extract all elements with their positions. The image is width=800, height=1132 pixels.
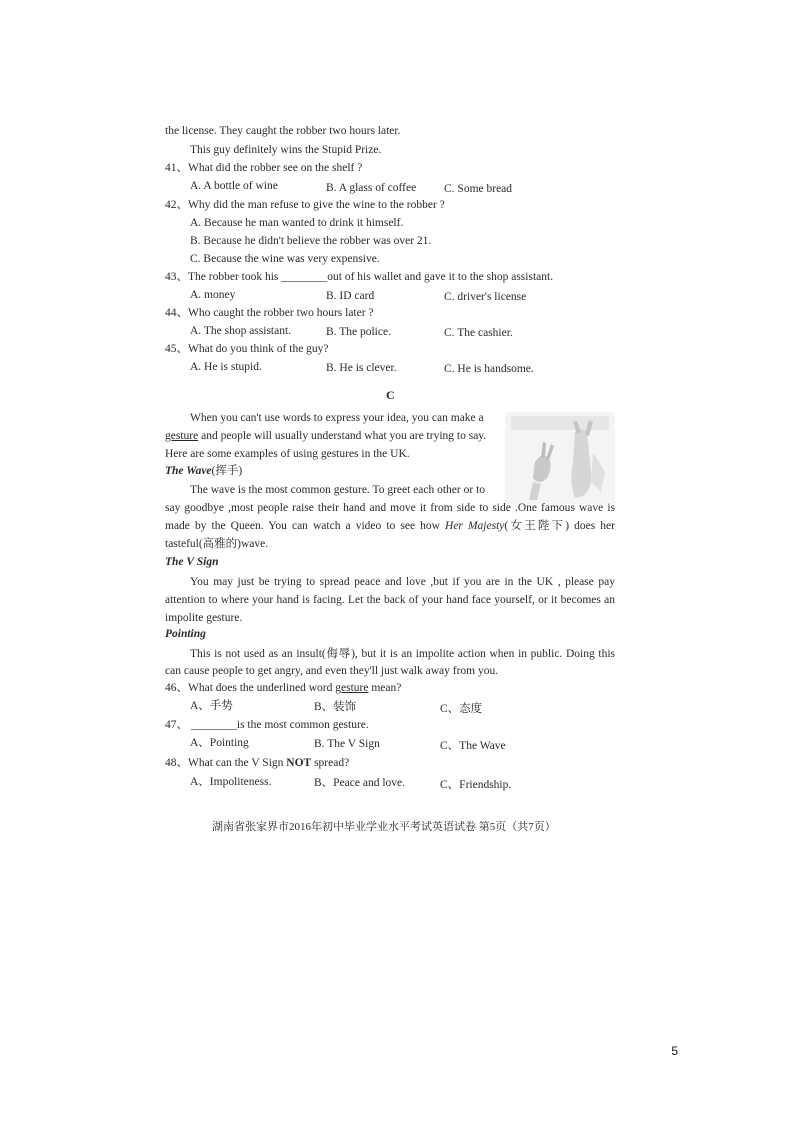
v-sign-line-3: impolite gesture. (165, 612, 243, 624)
q48-text: 48、What can the V Sign (165, 757, 287, 769)
q46-text: 46、What does the underlined word (165, 682, 336, 694)
pointing-line-2: can cause people to get angry, and even they'll just walk away from you. (165, 665, 499, 677)
q42-option-c: C. Because the wine was very expensive. (190, 253, 380, 265)
question-47: 47、 ________is the most common gesture. (165, 719, 369, 731)
q43-option-b: B. ID card (326, 290, 375, 302)
intro-line-1: When you can't use words to express your idea, you can make a (190, 412, 484, 424)
q41-option-c: C. Some bread (444, 183, 513, 195)
section-c-heading: C (386, 388, 395, 402)
q44-option-c: C. The cashier. (444, 327, 513, 339)
underlined-gesture: gesture (165, 430, 199, 442)
story-line-1: the license. They caught the robber two hours later. (165, 125, 401, 137)
q41-option-a: A. A bottle of wine (190, 180, 278, 192)
v-sign-line-2: attention to where your hand is facing. Let the back of your hand face yourself, or it becomes an (165, 594, 615, 606)
wave-line-2: say goodbye ,most people raise their hand and move it from side to side .One famous wave is (165, 502, 615, 514)
question-44: 44、Who caught the robber two hours later ? (165, 307, 374, 319)
wave-line-1: The wave is the most common gesture. To greet each other or to (190, 484, 486, 496)
wave-line-4: tasteful(高雅的)wave. (165, 538, 269, 550)
q46-option-a: A、手势 (190, 700, 233, 712)
question-45: 45、What do you think of the guy? (165, 343, 329, 355)
question-43: 43、The robber took his ________out of his wallet and gave it to the shop assistant. (165, 271, 554, 283)
question-41: 41、What did the robber see on the shelf ? (165, 162, 363, 174)
q45-option-b: B. He is clever. (326, 362, 397, 374)
q43-option-a: A. money (190, 289, 236, 301)
q45-option-c: C. He is handsome. (444, 363, 534, 375)
q46-option-b: B、装饰 (314, 701, 357, 713)
q41-option-b: B. A glass of coffee (326, 182, 417, 194)
question-48 (165, 756, 349, 770)
q43-option-c: C. driver's license (444, 291, 527, 303)
q47-option-a: A、Pointing (190, 737, 249, 749)
q46-underlined-word: gesture (335, 682, 369, 694)
q44-option-b: B. The police. (326, 326, 391, 338)
hand-gesture-photo (505, 412, 615, 504)
question-46 (165, 681, 401, 695)
q48-option-c: C、Friendship. (440, 779, 512, 791)
wave-line-3b: (女王陛下) does her (504, 520, 615, 532)
exam-footer: 湖南省张家界市2016年初中毕业学业水平考试英语试卷 第5页（共7页） (212, 821, 556, 833)
q46-option-c: C、态度 (440, 703, 483, 715)
wave-heading-cn: (挥手) (211, 465, 243, 477)
wave-heading-text: The Wave (165, 465, 212, 477)
q42-option-a: A. Because he man wanted to drink it himself. (190, 217, 404, 229)
page-number: 5 (671, 1044, 678, 1058)
v-sign-heading: The V Sign (165, 556, 219, 568)
wave-line-3 (165, 519, 615, 533)
q47-option-b: B. The V Sign (314, 738, 380, 750)
intro-line-3: Here are some examples of using gestures in the UK. (165, 448, 410, 460)
v-sign-line-1: You may just be trying to spread peace and love ,but if you are in the UK , please pay (190, 576, 615, 588)
intro-line-2 (165, 429, 486, 443)
q46-end: mean? (368, 682, 402, 694)
q47-option-c: C、The Wave (440, 740, 506, 752)
q48-option-a: A、Impoliteness. (190, 776, 272, 788)
q44-option-a: A. The shop assistant. (190, 325, 292, 337)
pointing-heading: Pointing (165, 628, 206, 640)
q45-option-a: A. He is stupid. (190, 361, 262, 373)
story-line-2: This guy definitely wins the Stupid Prize. (190, 144, 382, 156)
q42-option-b: B. Because he didn't believe the robber was over 21. (190, 235, 432, 247)
intro-line-2-rest: and people will usually understand what you are trying to say. (198, 430, 487, 442)
wave-heading (165, 464, 242, 478)
wave-line-3a: made by the Queen. You can watch a video to see how (165, 520, 446, 532)
q48-not: NOT (286, 757, 312, 769)
her-majesty-text: Her Majesty (445, 520, 505, 532)
q48-option-b: B、Peace and love. (314, 777, 406, 789)
q48-end: spread? (311, 757, 350, 769)
pointing-line-1: This is not used as an insult(侮辱), but it is an impolite action when in public. Doing this (190, 648, 615, 660)
question-42: 42、Why did the man refuse to give the wine to the robber ? (165, 199, 445, 211)
